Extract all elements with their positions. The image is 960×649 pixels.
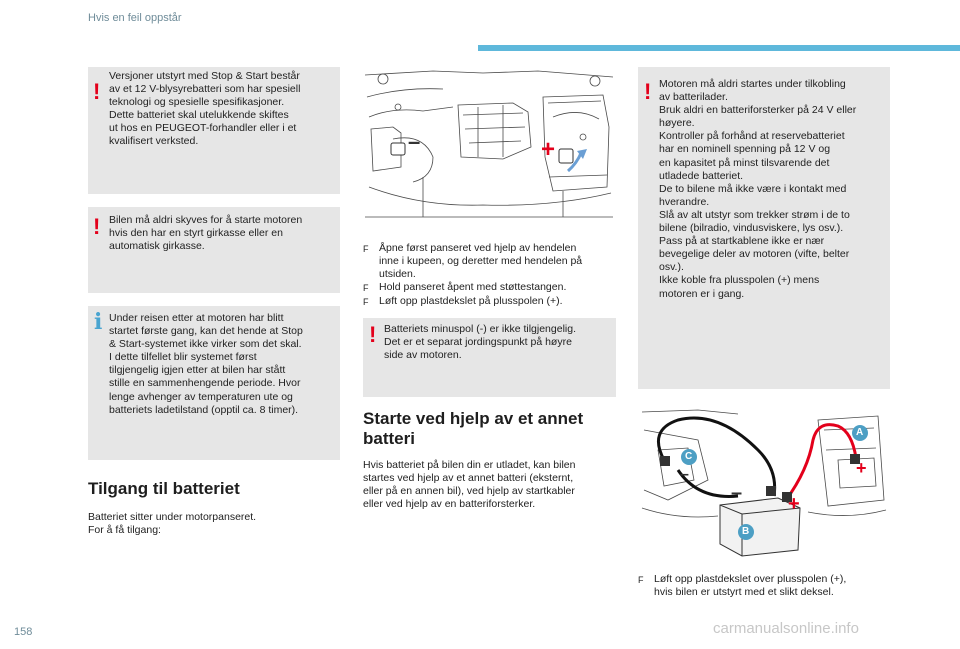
callout-c-label: C (685, 451, 693, 462)
battery-access-text: Batteriet sitter under motorpanseret. For å få tilgang: (88, 511, 257, 537)
warning-icon: ! (93, 214, 101, 239)
jump-start-text: Hvis batteriet på bilen din er utladet, kan bilen startes ved hjelp av et annet batteri (eksternt, eller på en annen bil), ved hjelp av startkabler eller ved hjelp av en batteriforsterker. (363, 459, 576, 511)
info-box-stop-start (88, 306, 340, 460)
page-number: 158 (14, 626, 33, 638)
bullet-icon: F (363, 244, 369, 254)
minus-label: – (731, 482, 743, 504)
plus-label: + (788, 493, 800, 515)
minus-terminal-icon (391, 143, 405, 155)
engine-bay-illustration (363, 67, 616, 227)
bullet-text: Åpne først panseret ved hjelp av hendelen inne i kupeen, og deretter med hendelen på utsiden. (379, 242, 583, 281)
jump-cables-illustration (638, 400, 890, 557)
info-text: Under reisen etter at motoren har blitt startet første gang, kan det hende at Stop & Start-systemet ikke virker som det skal. I dette tilfellet blir systemet først tilgjengelig igjen etter at bilen har stått stille en sammenhengende periode. Hvor lenge avhenger av temperaturen ute og batteriets ladetilstand (opptil ca. 8 timer). (109, 312, 303, 416)
callout-b-label: B (742, 526, 750, 537)
warning-box-charger (638, 67, 890, 389)
warning-icon: ! (369, 322, 377, 347)
warning-text: Versjoner utstyrt med Stop & Start består av et 12 V-blysyrebatteri som har spesiell teknologi og spesielle spesifikasjoner. Dette batteriet skal utelukkende skiftes ut hos en PEUGEOT-forhandler eller i et kvalifisert verksted. (109, 70, 301, 148)
bullet-text: Løft opp plastdekslet over plusspolen (+), hvis bilen er utstyrt med et slikt deksel. (654, 573, 847, 599)
list-item (363, 295, 616, 309)
plus-terminal-icon (559, 149, 573, 163)
clamp-icon (766, 486, 776, 496)
clamp-icon (660, 456, 670, 466)
bullet-icon: F (638, 575, 644, 585)
header-accent-bar (478, 45, 960, 51)
plus-label: + (541, 136, 556, 163)
warning-box-minus-pole (363, 318, 616, 397)
engine-bay-figure (363, 67, 616, 227)
section-title: Hvis en feil oppstår (88, 12, 182, 24)
warning-box-stop-start (88, 67, 340, 194)
info-icon: i (94, 309, 103, 335)
plus-label: + (856, 458, 867, 478)
list-item (638, 573, 890, 599)
warning-text: Bilen må aldri skyves for å starte motoren hvis den har en styrt girkasse eller en automatisk girkasse. (109, 214, 303, 253)
list-item (363, 242, 616, 281)
bullet-text: Hold panseret åpent med støttestangen. (379, 281, 567, 294)
list-item (363, 281, 616, 295)
warning-text: Batteriets minuspol (-) er ikke tilgjengelig. Det er et separat jordingspunkt på høyre side av motoren. (384, 323, 576, 362)
bullet-icon: F (363, 297, 369, 308)
bullet-icon: F (363, 283, 369, 294)
warning-text: Motoren må aldri startes under tilkobling av batterilader. Bruk aldri en batteriforsterker på 24 V eller høyere. Kontroller på forhånd at reservebatteriet har en nominell spenning på 12 V og en kapasitet på minst tilsvarende det utladede batteriet. De to bilene må ikke være i kontakt med hverandre. Slå av alt utstyr som trekker strøm i de to bilene (bilradio, vindusviskere, lys osv.). Pass på at startkablene ikke er nær bevegelige deler av motoren (vifte, belter osv.). Ikke koble fra plusspolen (+) mens motoren er i gang. (659, 78, 857, 300)
heading-jump-start: Starte ved hjelp av et annet batteri (363, 409, 584, 448)
minus-label: – (680, 466, 689, 483)
warning-icon: ! (93, 79, 101, 104)
bullet-text: Løft opp plastdekslet på plusspolen (+). (379, 295, 563, 308)
callout-a-label: A (856, 427, 864, 438)
watermark: carmanualsonline.info (713, 620, 859, 637)
bullet-list-lift-cover (638, 573, 890, 599)
warning-icon: ! (644, 79, 652, 104)
jump-cables-figure (638, 400, 890, 557)
warning-box-push-start (88, 207, 340, 293)
minus-label: – (408, 129, 421, 154)
heading-battery-access: Tilgang til batteriet (88, 479, 240, 498)
bullet-list-open-hood (363, 242, 616, 309)
